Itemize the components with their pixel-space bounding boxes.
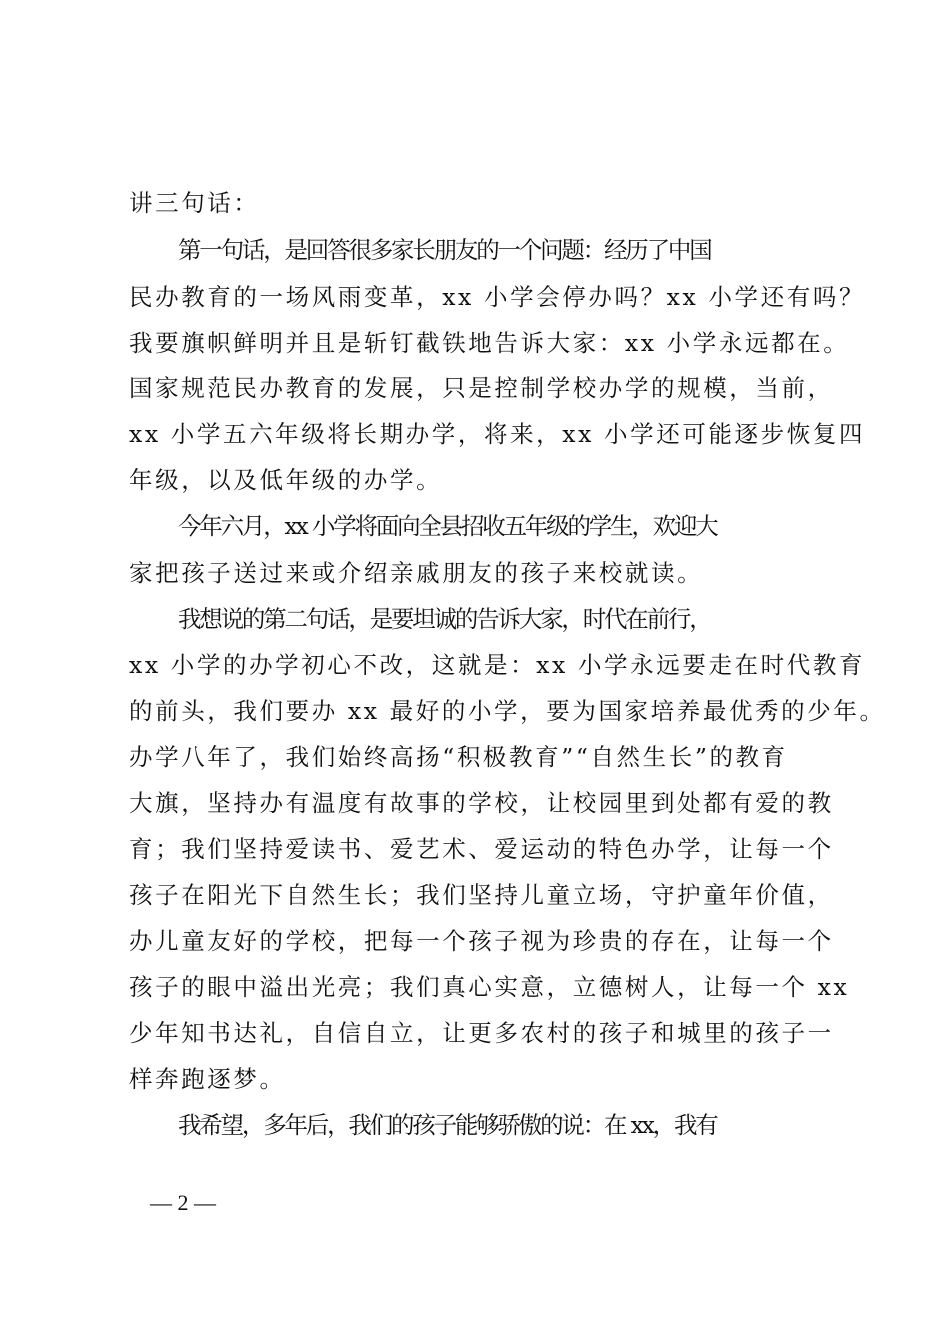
text-line: 我要旗帜鲜明并且是斩钉截铁地告诉大家：xx 小学永远都在。: [129, 329, 850, 357]
text-line: 育；我们坚持爱读书、爱艺术、爱运动的特色办学，让每一个: [129, 835, 834, 863]
page-number: — 2 —: [150, 1190, 216, 1215]
text-line: 第一句话，是回答很多家长朋友的一个问题：经历了中国: [178, 236, 711, 264]
text-line: 讲三句话：: [129, 189, 260, 217]
text-line: 大旗，坚持办有温度有故事的学校，让校园里到处都有爱的教: [129, 789, 834, 817]
text-line: 孩子在阳光下自然生长；我们坚持儿童立场，守护童年价值，: [129, 881, 834, 909]
text-line: 办学八年了，我们始终高扬“积极教育”“自然生长”的教育: [129, 743, 788, 771]
text-line: 国家规范民办教育的发展，只是控制学校办学的规模，当前，: [129, 374, 834, 402]
text-line: 我希望，多年后，我们的孩子能够骄傲的说：在 xx，我有: [178, 1111, 717, 1139]
text-line: 少年知书达礼，自信自立，让更多农村的孩子和城里的孩子一: [129, 1019, 834, 1047]
text-line: xx 小学五六年级将长期办学，将来，xx 小学还可能逐步恢复四: [129, 420, 866, 448]
text-line: 的前头，我们要办 xx 最好的小学，要为国家培养最优秀的少年。: [129, 697, 886, 725]
text-line: 我想说的第二句话，是要坦诚的告诉大家，时代在前行，: [178, 605, 711, 633]
text-line: 样奔跑逐梦。: [129, 1065, 286, 1093]
text-line: 民办教育的一场风雨变革，xx 小学会停办吗？xx 小学还有吗？: [129, 283, 866, 311]
text-line: 孩子的眼中溢出光亮；我们真心实意，立德树人，让每一个 xx: [129, 973, 850, 1001]
text-line: 家把孩子送过来或介绍亲戚朋友的孩子来校就读。: [129, 559, 704, 587]
text-line: 年级，以及低年级的办学。: [129, 466, 443, 494]
text-line: 今年六月，xx 小学将面向全县招收五年级的学生，欢迎大: [178, 512, 717, 540]
text-line: 办儿童友好的学校，把每一个孩子视为珍贵的存在，让每一个: [129, 927, 834, 955]
text-line: xx 小学的办学初心不改，这就是：xx 小学永远要走在时代教育: [129, 651, 866, 679]
